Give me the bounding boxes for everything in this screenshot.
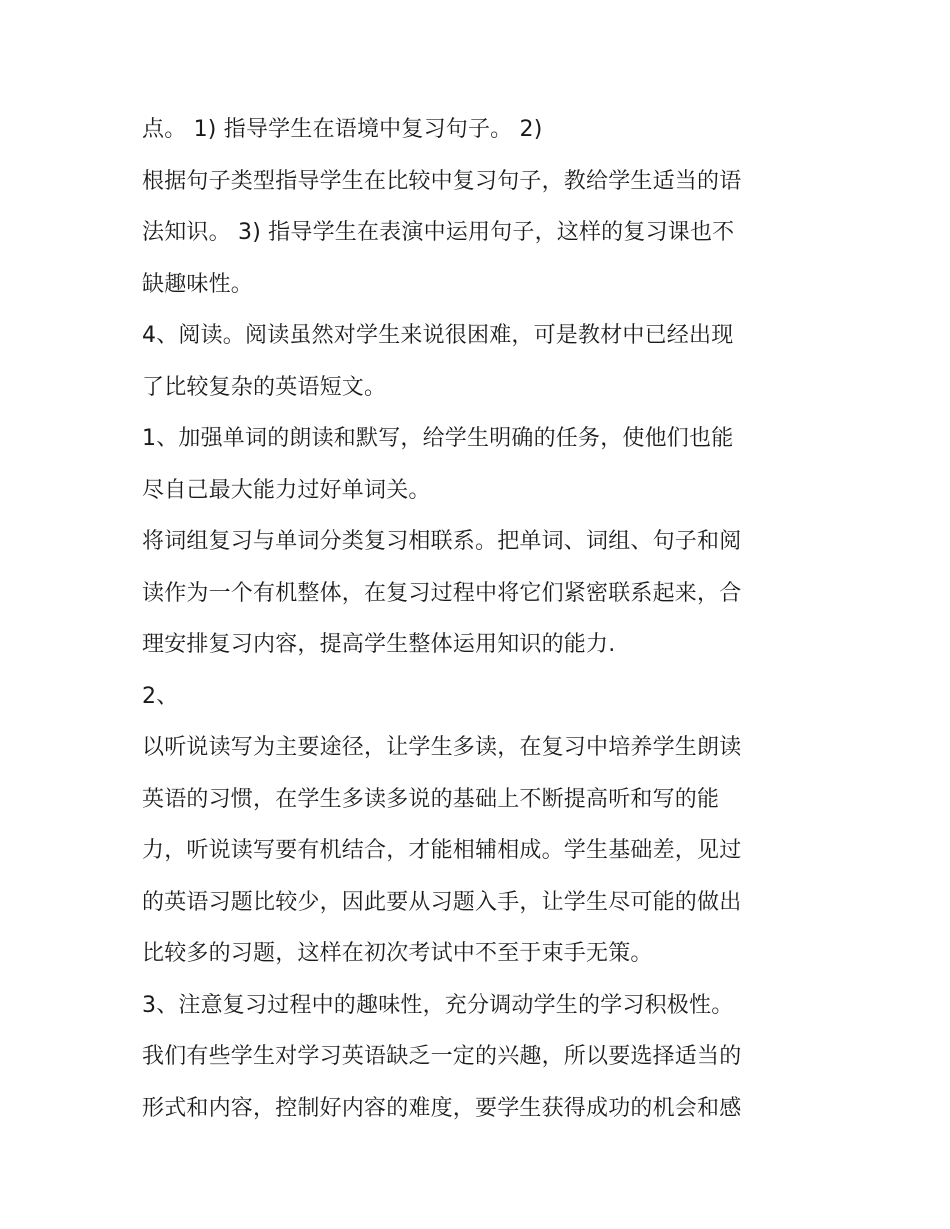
text-line: 法知识。 3) 指导学生在表演中运用句子，这样的复习课也不: [142, 220, 735, 245]
text-line: 了比较复杂的英语短文。: [142, 374, 387, 400]
text-line: 根据句子类型指导学生在比较中复习句子，教给学生适当的语: [142, 168, 742, 194]
text-line: 缺趣味性。: [142, 271, 254, 297]
text-line: 力，听说读写要有机结合，才能相辅相成。学生基础差，见过: [142, 838, 742, 863]
text-line: 形式和内容，控制好内容的难度，要学生获得成功的机会和感: [142, 1095, 742, 1121]
text-line: 英语的习惯，在学生多读多说的基础上不断提高听和写的能: [142, 786, 720, 812]
text-line: 尽自己最大能力过好单词关。: [142, 477, 431, 503]
text-line: 理安排复习内容，提高学生整体运用知识的能力.: [142, 632, 616, 657]
text-line: 读作为一个有机整体，在复习过程中将它们紧密联系起来，合: [142, 580, 742, 606]
text-line: 的英语习题比较少，因此要从习题入手，让学生尽可能的做出: [142, 889, 742, 915]
text-line: 我们有些学生对学习英语缺乏一定的兴趣，所以要选择适当的: [142, 1044, 742, 1069]
document-body-text: [142, 110, 822, 1140]
text-line: 4、阅读。阅读虽然对学生来说很困难，可是教材中已经出现: [142, 323, 734, 348]
text-line: 2、: [142, 683, 179, 709]
text-line: 1、加强单词的朗读和默写，给学生明确的任务，使他们也能: [142, 426, 734, 451]
text-line: 以听说读写为主要途径，让学生多读，在复习中培养学生朗读: [142, 735, 742, 760]
text-line: 将词组复习与单词分类复习相联系。把单词、词组、句子和阅: [142, 529, 742, 554]
text-line: 点。 1) 指导学生在语境中复习句子。 2): [142, 117, 543, 142]
text-line: 3、注意复习过程中的趣味性，充分调动学生的学习积极性。: [142, 992, 734, 1018]
text-line: 比较多的习题，这样在初次考试中不至于束手无策。: [142, 941, 653, 966]
